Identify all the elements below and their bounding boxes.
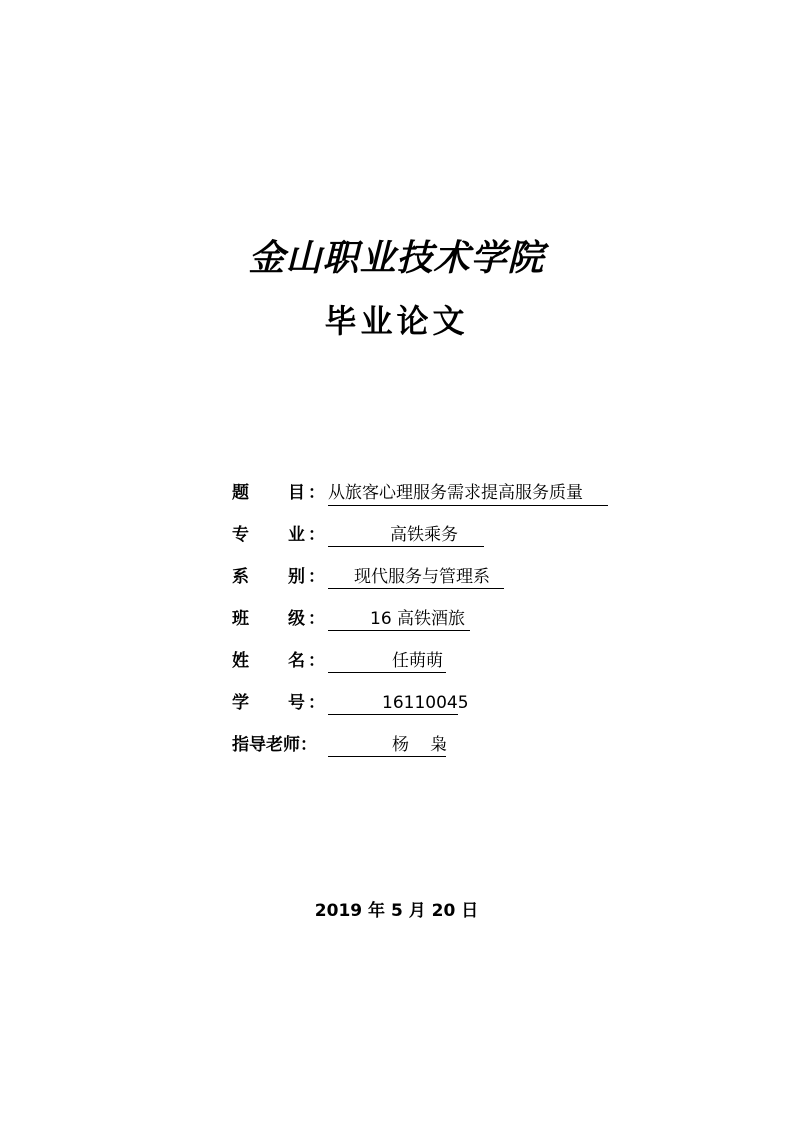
name-label-colon: ： xyxy=(308,651,325,671)
school-name: 金山职业技术学院 xyxy=(248,238,545,279)
advisor-label-text: 指导老师： xyxy=(232,735,317,755)
major-label-char-2: 业 xyxy=(288,525,305,545)
info-row-department xyxy=(232,562,672,604)
class-label-char-1: 班 xyxy=(232,609,249,629)
title-label-char-1: 题 xyxy=(232,483,249,503)
title-label-colon: ： xyxy=(308,483,325,503)
title-label-char-2: 目 xyxy=(288,483,305,503)
thesis-info-block xyxy=(232,478,672,772)
document-type-heading: 毕业论文 xyxy=(324,302,469,340)
student-id-label-char-2: 号 xyxy=(288,693,305,713)
name-label-char-2: 名 xyxy=(288,651,305,671)
student-id-label-colon: ： xyxy=(308,693,325,713)
info-row-class xyxy=(232,604,672,646)
major-label-colon: ： xyxy=(308,525,325,545)
class-label-char-2: 级 xyxy=(288,609,305,629)
info-row-name xyxy=(232,646,672,688)
info-row-advisor xyxy=(232,730,672,772)
class-value: 16 高铁酒旅 xyxy=(328,607,470,631)
major-value: 高铁乘务 xyxy=(328,523,484,547)
department-label-colon: ： xyxy=(308,567,325,587)
department-label-char-2: 别 xyxy=(288,567,305,587)
class-label-colon: ： xyxy=(308,609,325,629)
major-label-char-1: 专 xyxy=(232,525,249,545)
student-id-label-char-1: 学 xyxy=(232,693,249,713)
advisor-value: 杨 枭 xyxy=(328,733,446,757)
info-row-major xyxy=(232,520,672,562)
department-label-char-1: 系 xyxy=(232,567,249,587)
name-label-char-1: 姓 xyxy=(232,651,249,671)
info-row-title xyxy=(232,478,672,520)
title-value: 从旅客心理服务需求提高服务质量 xyxy=(328,481,608,506)
student-id-value: 16110045 xyxy=(328,691,458,715)
student-name-value: 任萌萌 xyxy=(328,649,446,673)
department-value: 现代服务与管理系 xyxy=(328,565,504,589)
info-row-student-id xyxy=(232,688,672,730)
submission-date: 2019 年 5 月 20 日 xyxy=(314,901,479,921)
